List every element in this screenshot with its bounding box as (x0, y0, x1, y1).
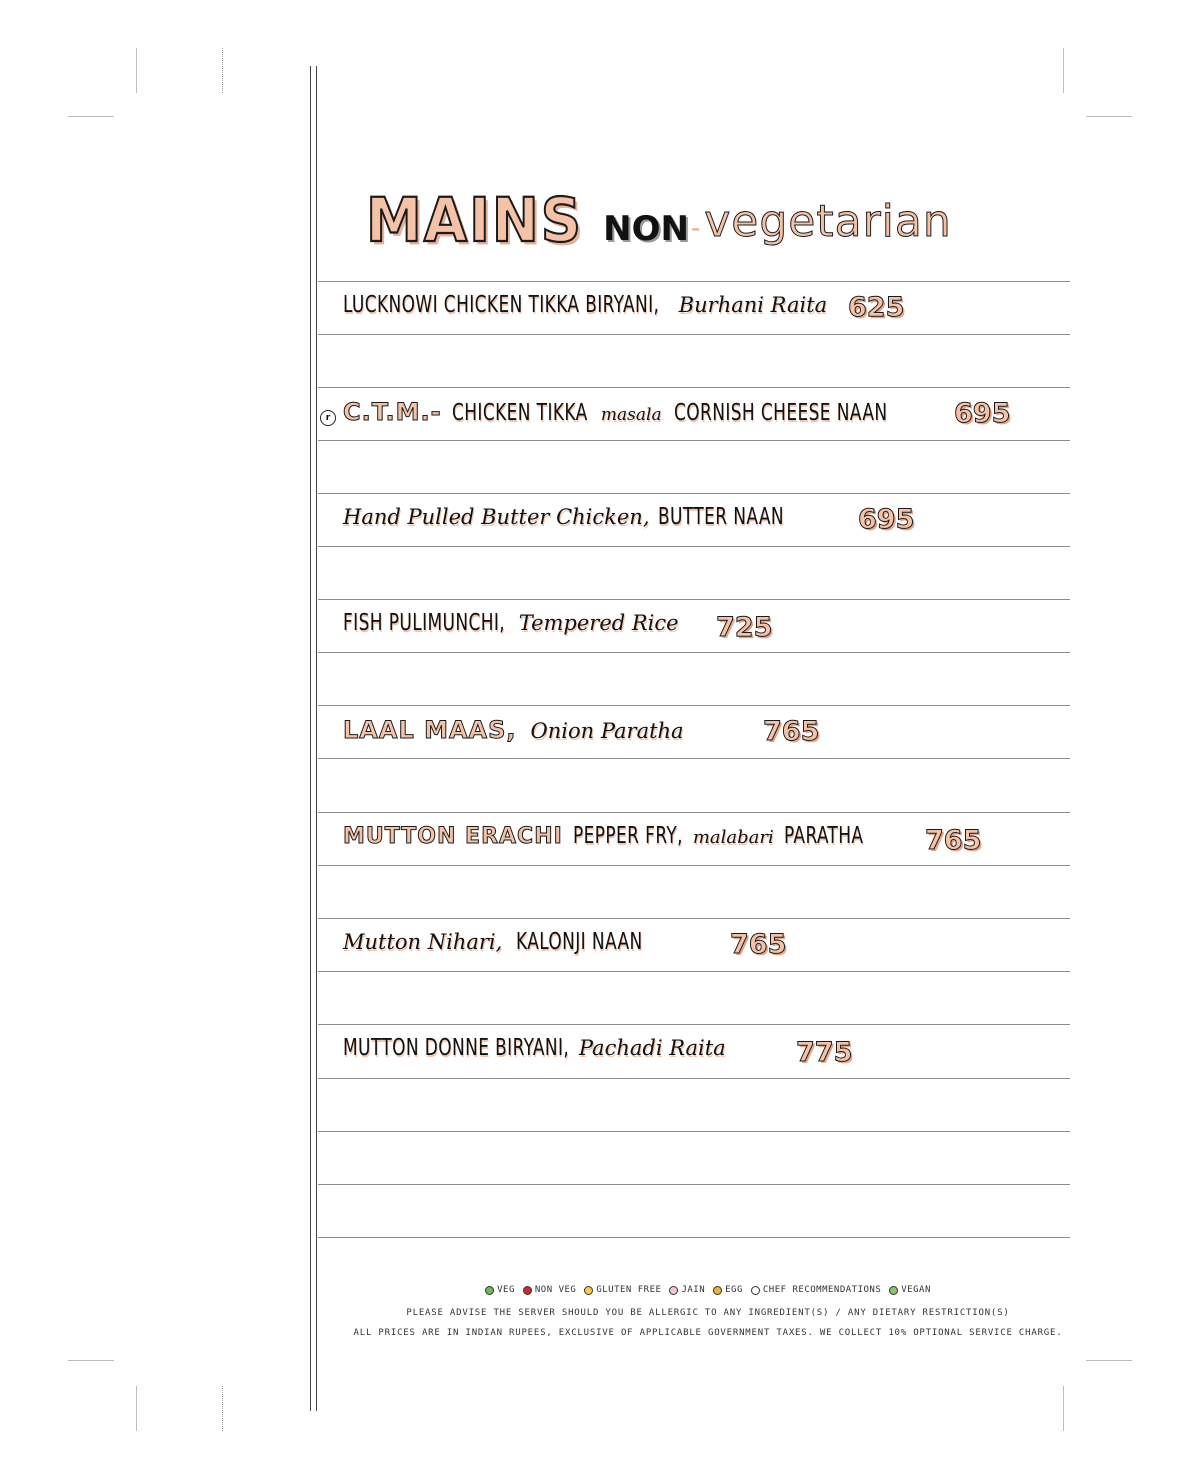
dish-accompaniment: BUTTER NAAN (657, 504, 784, 530)
dish-name: FISH PULIMUNCHI, (343, 610, 506, 636)
crop-mark (136, 48, 137, 93)
legend-item: CHEF RECOMMENDATIONS (751, 1285, 881, 1295)
ruled-line (318, 918, 1070, 919)
egg-icon (713, 1286, 722, 1295)
dish-name: LAAL MAAS, (343, 716, 517, 744)
dish-name: CHICKEN TIKKA (451, 400, 588, 426)
dish-name-highlight: MUTTON ERACHI (343, 824, 563, 849)
veg-icon (485, 1286, 494, 1295)
ruled-line (318, 1131, 1070, 1132)
menu-item (343, 823, 881, 863)
menu-item (343, 504, 811, 544)
page-margin-line (316, 66, 317, 1411)
legend-item: EGG (713, 1285, 743, 1295)
ruled-line (318, 758, 1070, 759)
page-title (366, 182, 986, 257)
dish-name: MUTTON DONNE BIRYANI, (343, 1035, 570, 1061)
crop-mark (68, 1360, 114, 1361)
crop-mark (1086, 1360, 1132, 1361)
chef-recommendation-icon (751, 1286, 760, 1295)
menu-item (343, 716, 684, 756)
dish-accompaniment: Pachadi Raita (578, 1036, 726, 1060)
dish-price: 765 (925, 825, 982, 856)
ruled-line (318, 387, 1070, 388)
legend-item: VEGAN (889, 1285, 931, 1295)
menu-item (343, 398, 934, 438)
ruled-line (318, 281, 1070, 282)
ruled-line (318, 652, 1070, 653)
menu-item (343, 1035, 726, 1075)
chef-recommendation-icon: r (320, 410, 336, 426)
ruled-line (318, 971, 1070, 972)
ruled-line (318, 1078, 1070, 1079)
dish-price: 695 (954, 398, 1011, 429)
ruled-line (318, 599, 1070, 600)
title-dash: - (690, 212, 701, 243)
dietary-legend (318, 1285, 1098, 1295)
dish-price: 725 (716, 612, 773, 643)
dish-name: PEPPER FRY, (572, 823, 683, 849)
dish-name: Hand Pulled Butter Chicken, (343, 505, 650, 529)
title-vegetarian: vegetarian (704, 196, 952, 247)
dish-accompaniment: PARATHA (783, 823, 864, 849)
crop-mark (68, 116, 114, 117)
ruled-line (318, 812, 1070, 813)
dish-name-highlight: C.T.M.- (343, 398, 442, 426)
ruled-line (318, 546, 1070, 547)
crop-mark (222, 48, 223, 93)
ruled-line (318, 1237, 1070, 1238)
legend-item: JAIN (669, 1285, 705, 1295)
dish-price: 765 (763, 716, 820, 747)
crop-mark (1063, 48, 1064, 93)
page-margin-line (310, 66, 311, 1411)
title-mains: MAINS (366, 186, 584, 257)
ruled-line (318, 334, 1070, 335)
allergy-note: PLEASE ADVISE THE SERVER SHOULD YOU BE ALLERGIC TO ANY INGREDIENT(S) / ANY DIETARY RESTRICTION(S) (406, 1308, 1010, 1318)
ruled-line (318, 493, 1070, 494)
menu-item (343, 610, 679, 650)
dish-price: 775 (796, 1037, 853, 1068)
ruled-line (318, 865, 1070, 866)
crop-mark (136, 1386, 137, 1431)
legend-item: NON VEG (523, 1285, 576, 1295)
non-veg-icon (523, 1286, 532, 1295)
dish-name: LUCKNOWI CHICKEN TIKKA BIRYANI, (343, 292, 660, 318)
legend-item: VEG (485, 1285, 515, 1295)
crop-mark (1086, 116, 1132, 117)
menu-item (343, 292, 827, 332)
crop-mark (222, 1386, 223, 1431)
dish-name: Mutton Nihari, (343, 930, 503, 954)
vegan-icon (889, 1286, 898, 1295)
dish-accompaniment: Onion Paratha (530, 719, 684, 743)
dish-style: malabari (692, 827, 774, 848)
dish-accompaniment: KALONJI NAAN (516, 929, 643, 955)
ruled-line (318, 440, 1070, 441)
ruled-line (318, 1184, 1070, 1185)
dish-accompaniment: Tempered Rice (518, 611, 679, 635)
legend-item: GLUTEN FREE (584, 1285, 661, 1295)
title-non: NON (603, 209, 689, 249)
dish-price: 695 (858, 504, 915, 535)
dish-accompaniment: Burhani Raita (678, 293, 828, 317)
dish-price: 625 (848, 292, 905, 323)
ruled-line (318, 1024, 1070, 1025)
jain-icon (669, 1286, 678, 1295)
ruled-line (318, 705, 1070, 706)
pricing-note: ALL PRICES ARE IN INDIAN RUPEES, EXCLUSIVE OF APPLICABLE GOVERNMENT TAXES. WE COLLECT 10% OPTIONAL SERVICE CHARGE. (353, 1328, 1063, 1338)
crop-mark (1063, 1386, 1064, 1431)
dish-accompaniment: CORNISH CHEESE NAAN (673, 400, 888, 426)
dish-style: masala (600, 405, 662, 425)
menu-item (343, 929, 671, 969)
gluten-free-icon (584, 1286, 593, 1295)
dish-price: 765 (730, 929, 787, 960)
